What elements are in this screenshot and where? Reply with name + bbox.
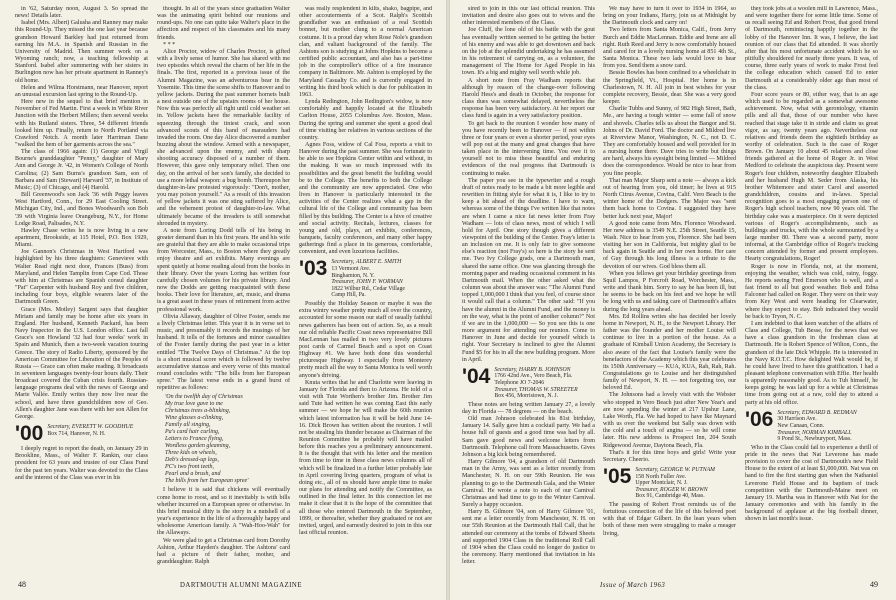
paragraph: Bessie Bowles has been confined to a wheelchair in the Springfield, Vt., Hospital. Her home is in Charlestown, N. H. All join in best wishes for your complete recovery, Bessie, dear. She was a very good keeper. — [603, 70, 736, 106]
right-column-3 — [745, 6, 878, 572]
poem-line: Wine glasses a-clinking, — [165, 415, 224, 422]
paragraph: That's it for this time boys and girls! Write your Secretary. Cheerio. — [603, 449, 736, 463]
secretary-city: Upper Montclair, N. J. — [635, 480, 688, 487]
paragraph: Harry B. Gilmore '04, son of Harry Gilmore '01, sent me a letter recently from Manchester, N. H. on our 55th Reunion at the Dartmouth Hall Call, that he attended our ceremony at the tombs of Edward Sheets and supported 1904 Class in the traditional Roll Call of 1904 when the Class could no longer do justice to the ceremony. Harry mentioned that invitation in his letter. — [462, 509, 595, 566]
treasurer-line: Treasurer, JOHN F. WORMAN — [331, 279, 403, 286]
paragraph: Harry Gilmore '04, a grandson of old Dartmouth man in the Army, was sent as a letter recently from Manchester, N. H. on our 59th Reunion. He was planning to go to the Dartmouth Gala, and the Winter Carnival. He wrote a note to each of our Carnival Christmas and had time to go to the Winter Carnival. Surely a happy occasion. — [462, 459, 595, 508]
treasurer-address: 9 Pond St., Newburyport, Mass. — [777, 436, 852, 443]
class-year: '06 — [745, 407, 774, 431]
treasurer-line: Treasurer, NORMAN KIMBALL — [777, 429, 852, 436]
paragraph: Alice Proctor, widow of Charles Proctor, is gifted with a lively sense of humor. She has shared with me two episodes which reveal the charm of her life in the finals. The first, reported in a previous issue of the Alumni Magazine, was an adventurous bear in the Yosemite. This time the scene shifts to Hanover and to yellow jackets. During the past summer hornets built a nest outside one of the upstairs rooms of her house. Now this was perfectly all right until cold weather set in. Yellow jackets have the remarkable facility of squeezing through the tiniest crack, and soon advanced scouts of this band of marauders had invaded the room. One day Alice discovered a number buzzing about the window. Armed with a newspaper, she advanced upon the enemy, and with sharp shooting accuracy disposed of a number of them. However, this gave only temporary relief. Then one day, on the arrival of her son's family, she decided to use a more lethal weapon: a bug bomb. Thereupon her daughter-in-law protested vigorously: "Don't, mother, you may poison yourself." As a result of this invasion of yellow jackets it was one sting suffered by Alice, and the vehement protest of daughter-in-law. What ultimately became of the invaders is still somewhat shrouded in mystery. — [157, 48, 290, 227]
right-column-1 — [462, 6, 595, 572]
paragraph: Joe Cluff, the lone old of his battle with the gout has eventually written seemed to be getting the better of his enemy and was able to get downtown and back on the job at the splendid undertaking he has assumed in his retirement of carrying on, as a volunteer, the management of The Home for Aged People in his town. It's a big and mighty well worth while job. — [462, 27, 595, 77]
poem-line: 'On the twelfth day of Christmas — [165, 394, 243, 401]
paragraph: thought. In all of the years since graduation Walter was the animating spirit behind our reunions and round-ups. No one can quite take Walter's place in the affection and respect of his classmates and his many friends. — [157, 6, 290, 41]
left-column-1 — [15, 6, 148, 572]
paragraph: A note from Loring Dodd tells of his being in greater demand than in his first years. He and his wife are grateful that they are able to make occasional trips from Worcester, Mass., to Boston where they greatly enjoy theatre and art exhibits. Many evenings are spent quietly at home reading aloud from the books in their library. Over the years Loring has written four carefully chosen volumes for his private library. And now the Dodds are getting reacquainted with these books. Their love for literature, art, music, and drama is a great asset in these years of retirement from active professional work. — [157, 227, 290, 313]
paragraph: in '62, Saturday noon, August 3. So spread the news! Details later. — [15, 6, 148, 20]
paragraph: I believe it is said that chickens will eventually come home to roost, and so it inevitably is with bills whether incurred on a European spree or otherwise. In this brief musical ditty is the story in a nutshell of a year's experience in the life of a thoroughly happy and wholesome American family. A "Wah-Hoo-Wah" for the Allaways. — [157, 487, 290, 537]
secretary-phone: Telephone JO 7-2046 — [494, 380, 545, 386]
paragraph: Four score years or 80, either way, that is an age which used to be regarded as a somewhat awesome achievement. Now, what with gerontology, vitamin pills and all that, those of our number who have reached that stage take it in stride and claim us great vigor, as say, twenty years ago. Nevertheless our relatives and friends deem the eightieth birthday as worthy of celebration. Such is the case of Roger Brown. On January 10 about 45 relatives and close friends gathered at the home of Roger Jr. in West Medford to celebrate the auspicious day. Present were Roger's four children, noteworthy daughter Elizabeth and her husband Hugh M. Seder from Alaska, his brother Whitemore and sister Carol and assorted grandchildren, cousins and in-laws. Special recognition goes to a most engaging person one of Roger's high school teachers, now 90 years old. The birthday cake was a masterpiece. On it were depicted various of Roger's accomplishments, such as buildings and trucks, with the whole surmounted by a large number 80. There was a second party, more informal, at the Cambridge office of Roger's trucking concern attended by former and present employees. Hearty congratulations, Roger! — [745, 91, 878, 263]
class-header-1906 — [745, 407, 878, 443]
right-column-2 — [603, 6, 736, 572]
running-footer: Issue of March 1963 — [600, 582, 666, 589]
class-year: '03 — [299, 257, 328, 281]
paragraph: We may have to turn it over to 1934 in 1964, so bring on your Indians, Harry, join us at Midnight by the Dartmouth clock and carry on! — [603, 6, 736, 27]
treasurer-address: 1822 Wilbur Rd., Cedar Village — [331, 285, 405, 292]
page-number: 48 — [18, 580, 26, 589]
poem-line: Pearl and a brush, and — [165, 471, 221, 478]
secretary-address: 158 North Fuller Ave. — [635, 473, 687, 480]
class-year: '04 — [462, 364, 491, 388]
paragraph: Lynda Redington, John Redington's widow, is now comfortably and happily located at the Elizabeth Carlton House, 2055 Columbus Ave. Boston, Mass. During the spring and summer she spent a good deal of time visiting her relatives in various sections of the country. — [299, 99, 432, 141]
paragraph: A good note came from Mrs. Florence Woodward. Her new address is 3549 N.E. 25th Street, Seattle 15, Wash. Nice to hear from you, Florence. She had been visiting her son in California, but mighty glad to be back again in Seattle and in her own home. Her care of Guy through his long illness is a tribute to the devotion of our wives. God bless them all. — [603, 220, 736, 270]
class-year: '05 — [603, 465, 632, 488]
paragraph: Two letters from Santa Monica, Calif., from Jerry Burch and Eddie MacLennan. Eddie and Irene are all right. Ruth Reed and Jerry is now comfortably housed and cared for in a lovely nursing home at 851 4th St., Santa Monica. These two lads would love to hear from you. Send them a snow card. — [603, 27, 736, 70]
paragraph: I am indebted to that keen watcher of the affairs of Class and College, Tub Besse, for the news that we have a class grandson in the freshman class at Dartmouth. He is Robert Spence of Wilton, Conn., the grandson of the late Dick Whipple. He is interested in the Navy R.O.T.C. How delighted Walt would be, if he could have lived to have this gratification. I had a pleasant telephone conversation with Effie. Her health is apparently reasonably good. As to Tub himself, he keeps going; he was laid up for a while at Christmas time from going out at a raw, cold day to attend a party at his old office. — [745, 320, 878, 406]
paragraph: These notes are being written January 27, a lovely day in Florida — 78 degrees — on the beach. — [462, 401, 595, 415]
class-header-1903 — [299, 259, 432, 299]
secretary-address: 30 Harrison Ave. — [777, 416, 817, 423]
paragraph: Knuta writes that he and Charlotte were leaving in January for Florida and then to Arizona. He told of a visit with Tute Worthen's brother Jim. Brother Jim said Tute had written he was coming East this early summer — we hope he will make the 60th reunion which latest information has it will be held June 14-16. Dick Brown has written about the reunion. I will not be stealing his thunder because as Chairman of the Reunion Committee he probably will have mailed before this reaches you a preliminary announcement. It is the thought that with his letter and the mention from time to time in these class news columns all of which will be finalized in a further letter probably late in April covering living quarters, program of what is doing etc., all of us should have ample time to make our plans for attending and notify the Committee, as outlined in the final letter. In this connection let me make it clear that it is the hope of the committee that all those who entered Dartmouth in the September, 1899, or thereafter, whether they graduated or not are invited, urged, and earnestly desired to join in this our last official reunion. — [299, 379, 432, 537]
paragraph: The paper you see in the typewriter and a rough draft of notes ready to be made a bit more legible and rewritten in fitting style for what it is, I like to try to keep a bit ahead of the deadline. I have to warn, whereas some of the things I've written like that notes are when I came a nice fat news letter from Fray Wadham — lots of class news, most of which I will hold for April. One story though gives a different viewpoint of the building of the Center. Fray's letter is an inclusion on me. It is only fair to give someone else's reaction (not Fray's) so here is the story he sent me. Two Ivy College grads, one a Dartmouth man, shared the same office. One was glancing through the morning paper and reading occasional comment in his Dartmouth mail. When the other asked what the column was about the answer was: "The Alumni Fund topped 1,000,000 I think that you feel, of course since it would call that a column." The other said: "If you have the alumni in the Alumni Fund, and the money is on the way, what is the point of another column?" Not if we are in the 1,000,000 — So you see this is one more argument for attending our reunion. Come to Hanover in June and decide for yourself which is right. Your Secretary is inclined to give the Alumni Fund $5 for his in all the new building program. More in April. — [462, 177, 595, 363]
paragraph: Agnes Foss, widow of Cal Foss, reports a visit to Hanover during the past summer. She was fortunate to be able to see Hopkins Center within and without, in the making. It was so much impressed with its possibilities and the great benefit the building would be to the College. The benefits to both the College and the community are now appreciated. One who lives in Hanover is particularly interested in the activities of the Center realizes what a gap in the cultural life of the College and community has been filled by this building. The Center is a hive of creative and social activity. Recitals, lectures, classes for young and old, plays, art exhibits, conferences, banquets, faculty conferences, and many other happy gatherings find a place in its generous, comfortable, convenient, and even luxurious facilities. — [299, 141, 432, 256]
poem-line: Christmas trees a-blinking, — [165, 408, 231, 415]
paragraph: The class of 1966 again: (1) George and Virgil Bourne's granddaughter "Penny," daughter of Mary Ann and George Jr. '42, in Women's College of North Carolina; (2) Sam Burns's grandson Sam, son of Barbara and Sam (Stewart) Harvard '37, in Institute of Music; (3) of Chicago, and (4) Harold. — [15, 149, 148, 191]
poem-line: Letters to France flying, — [165, 436, 224, 443]
poem-line: Three kids on wheels, — [165, 450, 217, 457]
treasurer-line: Treasurer, THOMAS W. STREETER — [494, 386, 578, 393]
class-header-1904 — [462, 364, 595, 400]
running-footer: DARTMOUTH ALUMNI MAGAZINE — [180, 582, 302, 589]
paragraph: To get back to the reunion I wonder how many of you have recently been to Hanover — if not within three or four years or even a shorter period, your eyes will pop out at the many and great changes that have taken place in the intervening time. You owe it to yourself not to miss these beautiful and enduring evidences of the real progress that Dartmouth is continuing to make. — [462, 120, 595, 177]
secretary-address: 13 Vermont Ave. — [331, 266, 371, 273]
poem-line: Deb's dressed-up legs, — [165, 457, 219, 464]
paragraph: We were glad to get a Christmas card from Dorothy Ashton, Arthur Hayden's daughter. The Ashtons' card had a picture of their father, mother, and granddaughter. Ralph — [157, 537, 290, 565]
paragraph: Here new in the sequel to that brief mention in November of Fed Martin. First a week in White River Junction with the Herbert Millers; then several weeks with his Rutland sisters. Three, 54 different friends looked him up. Finally, return to North Portland via Crawford Notch. A month later Harriman Dane "walked the hem of her garments across the sea." — [15, 99, 148, 148]
secretary-line: Secretary, HARRY B. JOHNSON — [494, 366, 571, 373]
poem-line: The bills from her European spree' — [165, 478, 249, 485]
secretary-line: Secretary, EVERETT W. GOODHUE — [47, 424, 134, 431]
paragraph: A short note from Fray Wadham reports that although by reason of the change-over following Harold Hess's and death in October, the response for class dues was somewhat delayed, nevertheless the response has been very satisfactory. At her report our class fund is again in a very satisfactory position. — [462, 77, 595, 120]
paragraph: The Johnsons had a lovely visit with the Webster who stopped in Vero Beach just after New Year's and are now spending the winter at 217 Upshur Lane, Lake Worth, Fla. We had hoped to have Ike Maynard with us over the weekend but Sally was down with the cold and a touch of angina — so he will come later. His new address is Prospect Inn, 204 South Ridgewood Avenue, Daytona Beach, Fla. — [603, 392, 736, 449]
secretary-city: Binghamton, N. Y. — [331, 272, 375, 279]
paragraph: Olivia Allaway, daughter of Olive Foster, sends me a lively Christmas letter. This year it is in verse set to music, and presumably it records the musings of her husband. It tells of the fortunes and minor casualties of the Foster family during the past year in a letter entitled "The Twelve Days of Christmas." At the top is a short musical score which is followed by twelve accumulative stanzas and every verse of this musical round concludes with: "The bills from her European spree." The latest verse ends in a grand burst of repetitive as follows: — [157, 313, 290, 392]
paragraph: * * * — [163, 41, 176, 48]
poem-line: Wordless garden gleaming, — [165, 443, 231, 450]
secretary-address: 1766 42nd Ave., Vero Beach, Fla. — [494, 373, 573, 380]
paragraph: Isabel (Mrs. Albert) Galusha and Ranney may make this Round-Up. They missed the one last year because grandson Howard Barkley had just returned from earning his M.A. in Spanish and Russian in the University of Madrid. Then summer work on a Wyoming ranch; now, a teaching fellowship at Stanford. Isabel after summering with her sisters in Burlington now has her private apartment in Ranney's old home. — [15, 20, 148, 84]
paragraph: Possibly the Holiday Season or maybe it was the extra wintry weather pretty much all over the country, accounted for some reason our staff of usually faithful news gatherers has been out of action. So, as a result our old reliable Pacific Coast news representative Bill MacLennan has mailed in two very lovely pictures post cards of Carmel Beach and a spot on Coast Highway #1. We have both done this wonderful picturesque Highway. I especially from Monterey pretty much all the way to Santa Monica is well worth anyone's driving. — [299, 301, 432, 379]
paragraph: Helen and Wilma Horstmann, near Hanover, report an unusual excursion last spring to the Round-Up. — [15, 84, 148, 98]
page-number: 49 — [870, 580, 878, 589]
secretary-line: Secretary, GEORGE W. PUTNAM — [635, 467, 715, 473]
paragraph: Old man Johnson celebrated his 81st birthday, January 14. Sally gave him a cocktail party. We had a house full of guests and a good time was had by all. Sam gave good news and welcome letters from Dartmouth. Telephone call from Massachusetts. Gives Johnson a big kick being remembered. — [462, 416, 595, 458]
right-page — [450, 0, 896, 600]
paragraph: Grace (Mrs. Motley) Sargent says that daughter Miriam and family may be home after six years in England. Her husband, Kenneth Packard, has been Navy Inspector in the U.S. London office. Last fall Grace's son Howland '32 had four weeks' work in Spain and Munich, then a two-week vacation touring Greece. The story of Radio Liberty, sponsored by the American Committee for Liberation of the Peoples of Russia — Grace can often make reading. It broadcasts in seventeen languages twenty-four hours daily. Their broadcast covered the Cuban crisis fourth. Russian-language programs deal with the news of George and Marie Vallée. Emily writes they now live near the school, and have three grandchildren now of Geo. Allen's daughter Jane was there with her son Allen for George. — [15, 306, 148, 420]
paragraph: Charlie Tubbs and Sunny, of 982 High Street, Bath, Me., are having a tough winter — some fall of snow and shovels. Charles tells us about the Bangor and St. Johns of Dr. David Ford. The doctor and Mildred live at Riverview Manor, Washington, N. C., not D. C. They are comfortably housed and well provided for in a nursing home there. Dave tries to write but things are hard, always his eyesight being limited — Mildred does the correspondence. Would be nice to hear from you fine people. — [603, 106, 736, 177]
secretary-line: Secretary, ALBERT E. SMITH — [331, 259, 402, 266]
paragraph: Bill Greenwood's son Jack '36 with Peggy leaves West Hartford, Conn., for 29 East Cooling Street. Michigan City, Ind., and Bones Woodward's son Bob '39 with Virginia leave Orangeburg, N.Y., for Home Lodge Road, Palisades, N.Y. — [15, 192, 148, 227]
paragraph: sired to join in this our last official reunion. This invitation and desire also goes out to wives and the other interested members of the Class. — [462, 6, 595, 27]
class-header-1900 — [15, 424, 148, 444]
treasurer-address: Box 456, Morristown, N. J. — [494, 393, 559, 400]
paragraph: When you fellows get your birthday greetings from Squil Lampos, P Forcroft Road, Worchester, Mass., write and thank him. Sorry to say he has been ill, but he seems to be back on his feet and we hope he will be long with us and taking care of Dartmouth's affairs during the long years ahead. — [603, 270, 736, 313]
paragraph: Mrs. Ed Rollins writes she has decided her lovely home in Newport, N. H., to the Newport Library. Her father was the founder and her mother Louise will continue to live in a portion of the house. As a graduate of Kimball Union Academy, the Secretary is also aware of the fact that Louise's family were the benefactors of the Academy which this year celebrates its 150th Anniversary — KUA, KUA, Rah, Rah, Rah. Congratulations go to Louise and her distinguished family of Newport, N. H. — not forgetting too, our beloved Ed. — [603, 313, 736, 392]
left-column-2 — [157, 6, 290, 572]
class-header-1905 — [603, 467, 736, 500]
treasurer-line: Treasurer, ROGER W. BROWN — [635, 486, 708, 493]
paragraph: Hawley Chase writes he is now living in a new apartment, Brookside, at 115 Hotel, P.O. Box 1929, Miami. — [15, 227, 148, 249]
poem-line: PC's two front teeth, — [165, 464, 215, 471]
secretary-line: Secretary, EDWARD B. REDMAN — [777, 409, 857, 416]
paragraph: I deeply regret to report the death, on January 29 in Brookline, Mass., of Walter F. Rankin, our class president for 63 years and trustee of our Class Fund for the past ten years. Walter was devoted to the Class and the interest of the Class was ever in his — [15, 446, 148, 481]
poem-line: My true love gave to me — [165, 401, 223, 408]
paragraph: was really resplendent in kilts, shako, bagpipe, and other accouterments of a Scot. Ralph's Scottish grandfather was an enthusiast of a real Scottish bonnet, but mother clung to a normal American costume. It is a proud day when Rose Nole's grandson clan, and valiant background of the family. The Ashtons son is studying at Johns Hopkins to become a certified public accountant, and also has a part-time job in the comptroller's office of a fire insurance company in Baltimore. Mr. Ashton is employed by the Maryland Casualty Co. and is currently engaged in writing his third book which is due for publication in 1963. — [299, 6, 432, 98]
treasurer-city: Camp Hill, Pa. — [331, 292, 366, 299]
paragraph: Joe Gannon's Christmas in West Hartford was highlighted by his three daughters: Genevieve with Walter Read right next door, Frances (Buss) from Maryland, and Helen Tamplin from Cape Cod. Those with him at Christmas are Spanish consul daughter "Pat" Carpenter with husband Roy and five children, including four boys, eligible wearers later of the Dartmouth Green. — [15, 249, 148, 306]
treasurer-address: Box 91, Cambridge 40, Mass. — [635, 493, 705, 500]
paragraph: Who in the Class could fail to experience a thrill of pride in the news that Nat Leverone has made provision to cover the cost of Dartmouth's new Field House to the extent of at least $1,000,000. Nat was on hand to fire the first starting gun when the Nathaniel Leverone Field House and its baptism of track competition with the Dartmouth-Maine meet on January 19. Martha was in Hanover with Nat for the January ceremonies and with his family in the background of applause at the big football dinner, shown in last month's issue. — [745, 444, 878, 523]
left-column-3 — [299, 6, 432, 572]
poem-line: Family all singing, — [165, 422, 211, 429]
secretary-city: New Canaan, Conn. — [777, 422, 825, 429]
secretary-address: Box 714, Hanover, N. H. — [47, 430, 106, 437]
class-year: '00 — [15, 422, 44, 446]
christmas-poem — [165, 394, 290, 485]
paragraph: they took jobs at a woolen mill in Lawrence, Mass., and were together there for some little time. Some of us recall seeing Ed and Robert Frost, that good friend of Dartmouth, reminiscing happily together in the lobby of the Hanover Inn. It was, I believe, the last reunion of our class that Ed attended. It was shortly after that his most unfortunate accident which he so pitifully shouldered for nearly three years. It was, of course, three early years of work to make Frost feel the college education which caused Ed to enter Dartmouth at a considerably older age than most of the class. — [745, 6, 878, 91]
paragraph: That man Major Sharp sent a note — always a kick out of hearing from you, old timer; he lives at 915 North Citrus Avenue, Covina, Calif. Vero Beach is the winter home of the Dodgers. The Major was "sent them back home to Covina. I suggested they have better luck next year, Major! — [603, 177, 736, 220]
poem-line: Pa's card hair curling, — [165, 429, 220, 436]
paragraph: The passing of Robert Frost reminds us of the fortuitous connection of the life of this beloved poet with that of Edgar Gilbert. In the lean years when both of these men were struggling to make a meager living, — [603, 501, 736, 537]
left-page — [0, 0, 446, 600]
paragraph: Roger is now in Florida, not, at the moment, enjoying the weather, which was cold, rainy, foggy. He reports seeing Fred Emerson who is well, and a fast friend to all but good weather. Bob and Edna Falconer had called on Roger. They were on their way from Key West and were heading for Clearwater, where they expect to stay. Bob indicated they would be back to Tryon, N. C. — [745, 263, 878, 320]
